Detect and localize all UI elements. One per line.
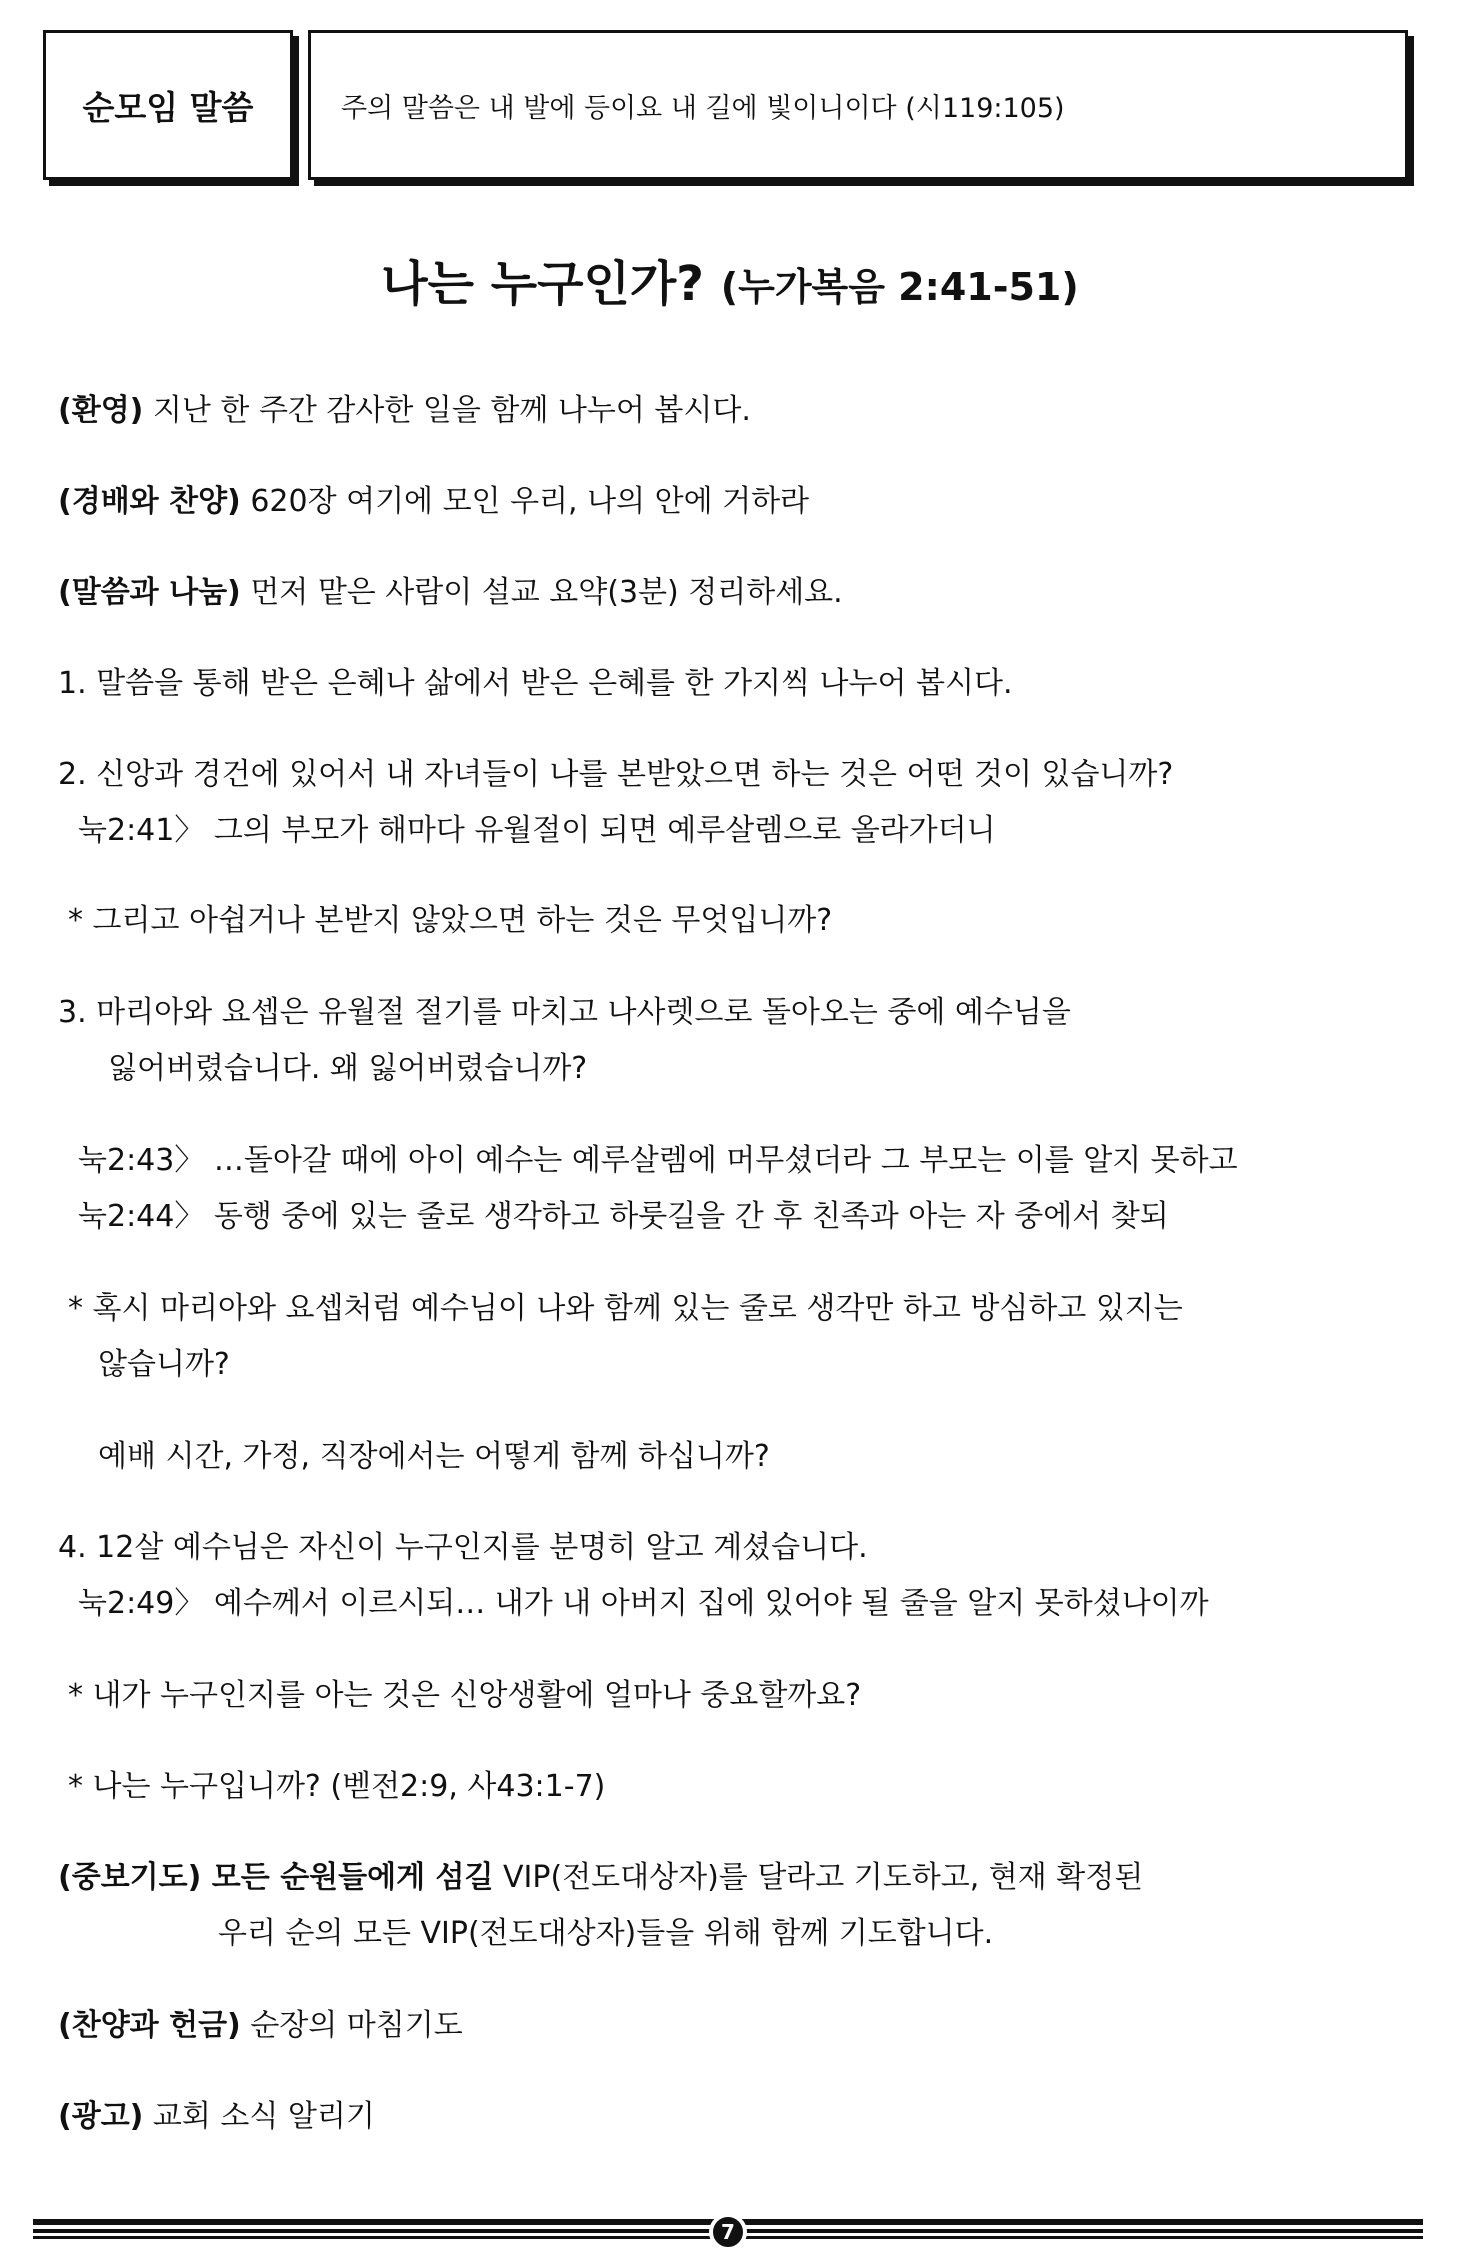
header-verse: 주의 말씀은 내 발에 등이요 내 길에 빛이니이다 (시119:105) (341, 92, 1065, 124)
footer-rule (33, 2219, 1423, 2244)
notice-line (58, 2096, 375, 2138)
question-3-sub-3: 예배 시간, 가정, 직장에서는 어떻게 함께 하십니까? (98, 1439, 770, 1474)
question-4: 4. 12살 예수님은 자신이 누구인지를 분명히 알고 계셨습니다. (58, 1530, 868, 1565)
notice-tag: (광고) (58, 2099, 144, 2134)
worship-tag: (경배와 찬양) (58, 484, 241, 519)
question-3-reference-2: 눅2:44〉 동행 중에 있는 줄로 생각하고 하룻길을 간 후 친족과 아는 자 중에서 찾되 (78, 1199, 1169, 1234)
worship-text: 620장 여기에 모인 우리, 나의 안에 거하라 (240, 484, 810, 519)
notice-text: 교회 소식 알리기 (143, 2099, 375, 2134)
worship-line (58, 481, 809, 523)
title-reference: (누가복음 2:41-51) (720, 265, 1079, 309)
welcome-line (58, 390, 751, 432)
word-tag: (말씀과 나눔) (58, 575, 241, 610)
question-2-sub: * 그리고 아쉽거나 본받지 않았으면 하는 것은 무엇입니까? (68, 903, 833, 938)
prayer-tag: (중보기도) 모든 순원들에게 섬길 (58, 1860, 494, 1895)
offering-tag: (찬양과 헌금) (58, 2008, 241, 2043)
offering-line (58, 2005, 463, 2047)
question-3-sub-2: 않습니까? (98, 1347, 230, 1382)
question-3-line-1: 3. 마리아와 요셉은 유월절 절기를 마치고 나사렛으로 돌아오는 중에 예수님을 (58, 995, 1071, 1030)
page-title (0, 245, 1460, 314)
verse-box (308, 30, 1408, 180)
question-4-sub-1: * 내가 누구인지를 아는 것은 신앙생활에 얼마나 중요할까요? (68, 1678, 862, 1713)
question-2-reference: 눅2:41〉 그의 부모가 해마다 유월절이 되면 예루살렘으로 올라가더니 (78, 813, 996, 848)
page-number: 7 (709, 2213, 747, 2251)
question-1: 1. 말씀을 통해 받은 은혜나 삶에서 받은 은혜를 한 가지씩 나누어 봅시다. (58, 666, 1013, 701)
word-line (58, 572, 843, 614)
offering-text: 순장의 마침기도 (240, 2008, 463, 2043)
question-3-reference-1: 눅2:43〉 …돌아갈 때에 아이 예수는 예루살렘에 머무셨더라 그 부모는 이를 알지 못하고 (78, 1143, 1238, 1178)
question-4-reference: 눅2:49〉 예수께서 이르시되… 내가 내 아버지 집에 있어야 될 줄을 알지 못하셨나이까 (78, 1586, 1209, 1621)
welcome-text: 지난 한 주간 감사한 일을 함께 나누어 봅시다. (143, 393, 751, 428)
section-label-box (43, 30, 293, 180)
question-2: 2. 신앙과 경건에 있어서 내 자녀들이 나를 본받았으면 하는 것은 어떤 것이 있습니까? (58, 757, 1174, 792)
prayer-text: VIP(전도대상자)를 달라고 기도하고, 현재 확정된 (493, 1860, 1144, 1895)
prayer-line (58, 1857, 1143, 1899)
prayer-line-2: 우리 순의 모든 VIP(전도대상자)들을 위해 함께 기도합니다. (218, 1916, 994, 1951)
question-4-sub-2: * 나는 누구입니까? (벧전2:9, 사43:1-7) (68, 1769, 606, 1804)
word-text: 먼저 맡은 사람이 설교 요약(3분) 정리하세요. (240, 575, 843, 610)
section-label: 순모임 말씀 (82, 87, 254, 127)
title-main: 나는 누구인가? (381, 256, 705, 312)
question-3-sub-1: * 혹시 마리아와 요셉처럼 예수님이 나와 함께 있는 줄로 생각만 하고 방심하고 있지는 (68, 1291, 1183, 1326)
welcome-tag: (환영) (58, 393, 144, 428)
question-3-line-2: 잃어버렸습니다. 왜 잃어버렸습니까? (108, 1051, 588, 1086)
